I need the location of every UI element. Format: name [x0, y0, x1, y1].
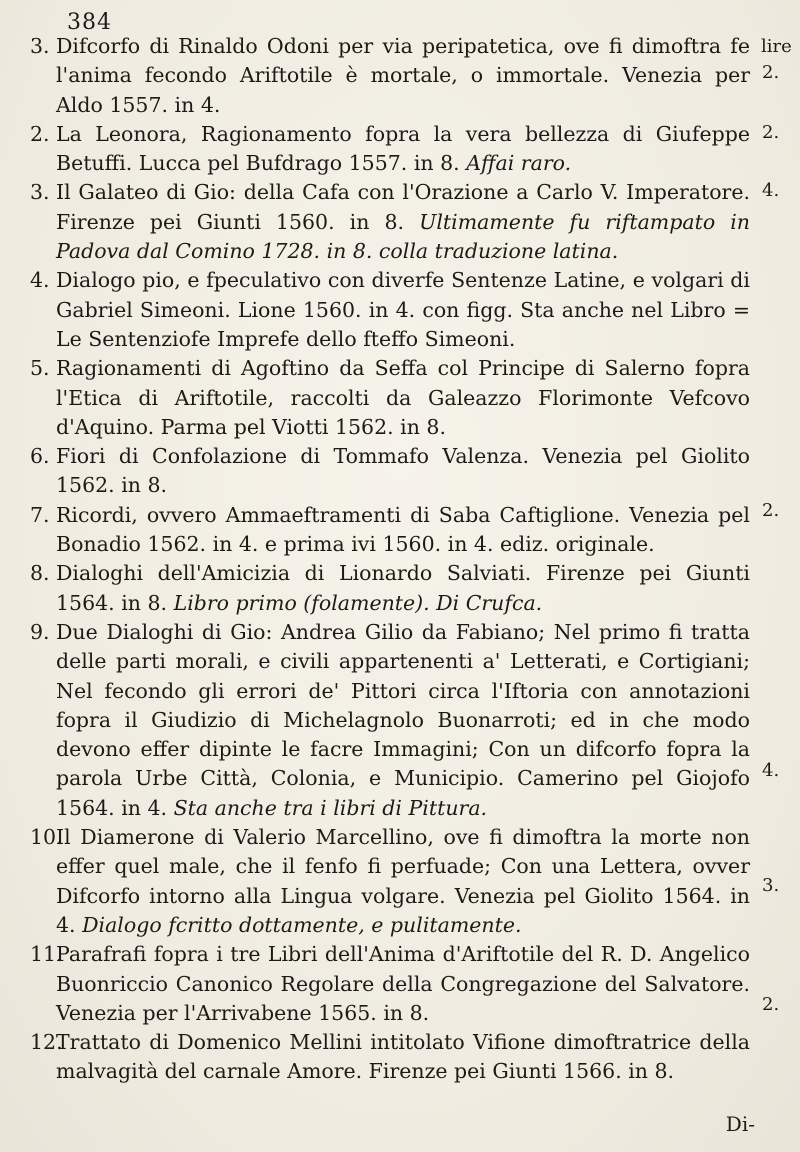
entry-text: Trattato di Domenico Mellini intitolato Vifione dimoftratrice della malvagità del carnale Amore. Firenze pei Giunti 1566. in 8.: [56, 1030, 750, 1084]
catalogue-entry: [30, 178, 750, 266]
entry-price: 4.: [762, 760, 780, 781]
entry-number: 8.: [30, 561, 50, 586]
entry-note: Dialogo fcritto dottamente, e pulitamente.: [82, 912, 522, 937]
entry-price: 2.: [762, 122, 780, 143]
entry-text: La Leonora, Ragionamento fopra la vera bellezza di Giufeppe Betuffi. Lucca pel Bufdrago 1557. in 8.: [56, 121, 750, 176]
page-number: 384: [67, 10, 112, 35]
entry-number: 6.: [30, 444, 50, 469]
entry-number: 9.: [30, 619, 50, 644]
entry-text: Il Galateo di Gio: della Cafa con l'Orazione a Carlo V. Imperatore. Firenze pei Giunti 1560. in 8.: [56, 180, 750, 234]
catalogue-entry: [30, 823, 750, 940]
entry-number: 7.: [30, 502, 50, 527]
entry-text: Fiori di Confolazione di Tommafo Valenza. Venezia pel Giolito 1562. in 8.: [56, 444, 750, 498]
entry-text: Dialogo pio, e fpeculativo con diverfe Sentenze Latine, e volgari di Gabriel Simeoni. Lione 1560. in 4. con figg. Sta anche nel Libro = Le Sentenziofe Imprefe dello fteffo Simeoni.: [56, 268, 750, 351]
entry-text: Ricordi, ovvero Ammaeftramenti di Saba Caftiglione. Venezia pel Bonadio 1562. in 4. e prima ivi 1560. in 4. ediz. originale.: [56, 502, 750, 557]
catalogue-entry: [30, 442, 750, 501]
entry-number: 5.: [30, 356, 50, 381]
catalogue-entry: [30, 940, 750, 1028]
entry-number: 4.: [30, 268, 50, 293]
entry-price: 4.: [762, 180, 780, 201]
entry-text: Difcorfo di Rinaldo Odoni per via peripatetica, ove fi dimoftra fe l'anima fecondo Ariftotile è mortale, o immortale. Venezia per Aldo 1557. in 4.: [56, 34, 750, 117]
entry-note: Affai raro.: [466, 151, 572, 176]
entry-price: 2.: [762, 994, 780, 1015]
entry-note: Sta anche tra i libri di Pittura.: [173, 795, 488, 820]
entry-text: Due Dialoghi di Gio: Andrea Gilio da Fabiano; Nel primo fi tratta delle parti morali, e civili appartenenti a' Letterati, e Cortigiani; Nel fecondo gli errori de' Pittori circa l'Iftoria con annotazioni fopra il Giudizio di Michelagnolo Buonarroti; ed in che modo devono effer dipinte le facre Immagini; Con un difcorfo fopra la parola Urbe Città, Colonia, e Municipio. Camerino pel Giojofo 1564. in 4.: [56, 619, 750, 820]
entry-note: Libro primo (folamente). Di Crufca.: [173, 590, 543, 615]
catchword: Di-: [725, 1112, 755, 1136]
catalogue-entry: [30, 32, 750, 120]
entry-number: 11.: [30, 942, 63, 967]
catalogue-entry: [30, 120, 750, 179]
catalogue-entry: [30, 559, 750, 618]
entry-number: 10.: [30, 825, 63, 850]
entry-text: Dialoghi dell'Amicizia di Lionardo Salviati. Firenze pei Giunti 1564. in 8.: [56, 561, 750, 615]
entry-price: 2.: [762, 500, 780, 521]
entry-number: 12.: [30, 1030, 63, 1055]
catalogue-entry: [30, 501, 750, 560]
entry-number: 2.: [30, 121, 50, 146]
catalogue-entry: [30, 354, 750, 442]
entry-number: 3.: [30, 180, 50, 205]
entry-note: Ultimamente fu riftampato in Padova dal Comino 1728. in 8. colla traduzione latina.: [56, 209, 750, 264]
price-column-header: lire: [761, 36, 792, 57]
catalogue-entry: [30, 266, 750, 354]
entry-text: Parafrafi fopra i tre Libri dell'Anima d'Ariftotile del R. D. Angelico Buonriccio Canonico Regolare della Congregazione del Salvatore. Venezia per l'Arrivabene 1565. in 8.: [56, 942, 750, 1025]
catalogue-entry: [30, 618, 750, 823]
catalogue-entry: [30, 1028, 750, 1087]
entry-number: 3.: [30, 34, 50, 58]
entry-price: 2.: [762, 62, 780, 83]
entry-text: Il Diamerone di Valerio Marcellino, ove fi dimoftra la morte non effer quel male, che il fenfo fi perfuade; Con una Lettera, ovver Difcorfo intorno alla Lingua volgare. Venezia pel Giolito 1564. in 4.: [56, 825, 750, 937]
catalogue-entries: [30, 32, 750, 1087]
entry-price: 3.: [762, 875, 780, 896]
entry-text: Ragionamenti di Agoftino da Seffa col Principe di Salerno fopra l'Etica di Ariftotile, raccolti da Galeazzo Florimonte Vefcovo d'Aquino. Parma pel Viotti 1562. in 8.: [56, 356, 750, 439]
